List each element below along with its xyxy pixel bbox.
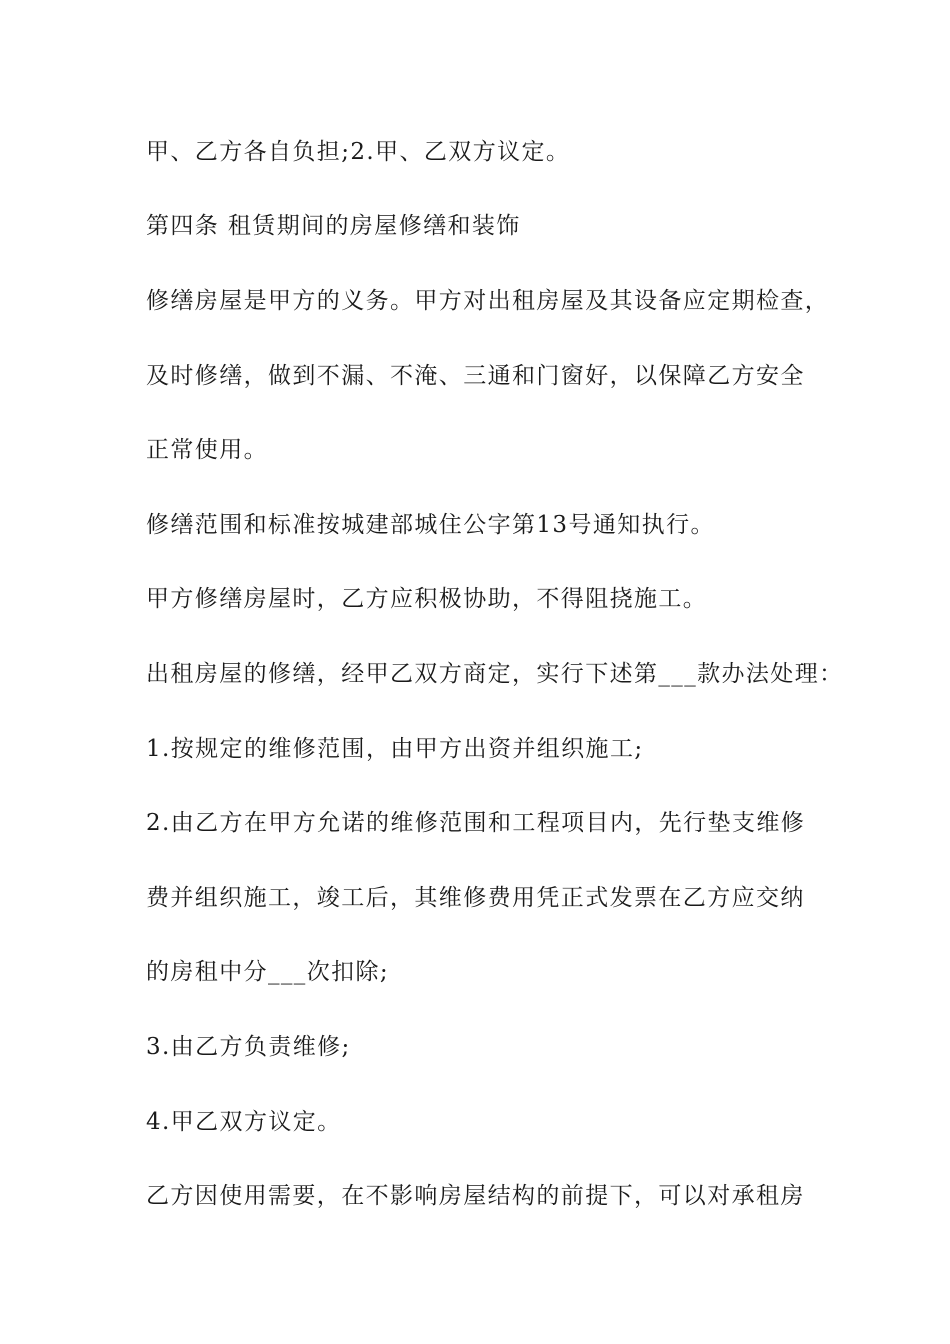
text-line: 修缮房屋是甲方的义务。甲方对出租房屋及其设备应定期检查， <box>146 288 830 314</box>
text-line: 正常使用。 <box>146 437 268 463</box>
text-line: 乙方因使用需要，在不影响房屋结构的前提下，可以对承租房 <box>146 1183 805 1209</box>
text-line: 甲方修缮房屋时，乙方应积极协助，不得阻挠施工。 <box>146 586 708 612</box>
list-item: 4.甲乙双方议定。 <box>146 1109 342 1135</box>
list-item: 2.由乙方在甲方允诺的维修范围和工程项目内，先行垫支维修 <box>146 810 806 836</box>
section-heading: 第四条 租赁期间的房屋修缮和装饰 <box>146 213 521 239</box>
text-line: 甲、乙方各自负担;2.甲、乙双方议定。 <box>146 139 571 165</box>
text-line: 修缮范围和标准按城建部城住公字第13号通知执行。 <box>146 512 715 538</box>
text-line: 的房租中分___次扣除; <box>146 959 390 985</box>
list-item: 3.由乙方负责维修; <box>146 1034 351 1060</box>
text-line: 及时修缮，做到不漏、不淹、三通和门窗好，以保障乙方安全 <box>146 363 805 389</box>
list-item: 1.按规定的维修范围，由甲方出资并组织施工; <box>146 736 644 762</box>
text-line: 费并组织施工，竣工后，其维修费用凭正式发票在乙方应交纳 <box>146 885 805 911</box>
text-line: 出租房屋的修缮，经甲乙双方商定，实行下述第___款办法处理： <box>146 661 844 687</box>
